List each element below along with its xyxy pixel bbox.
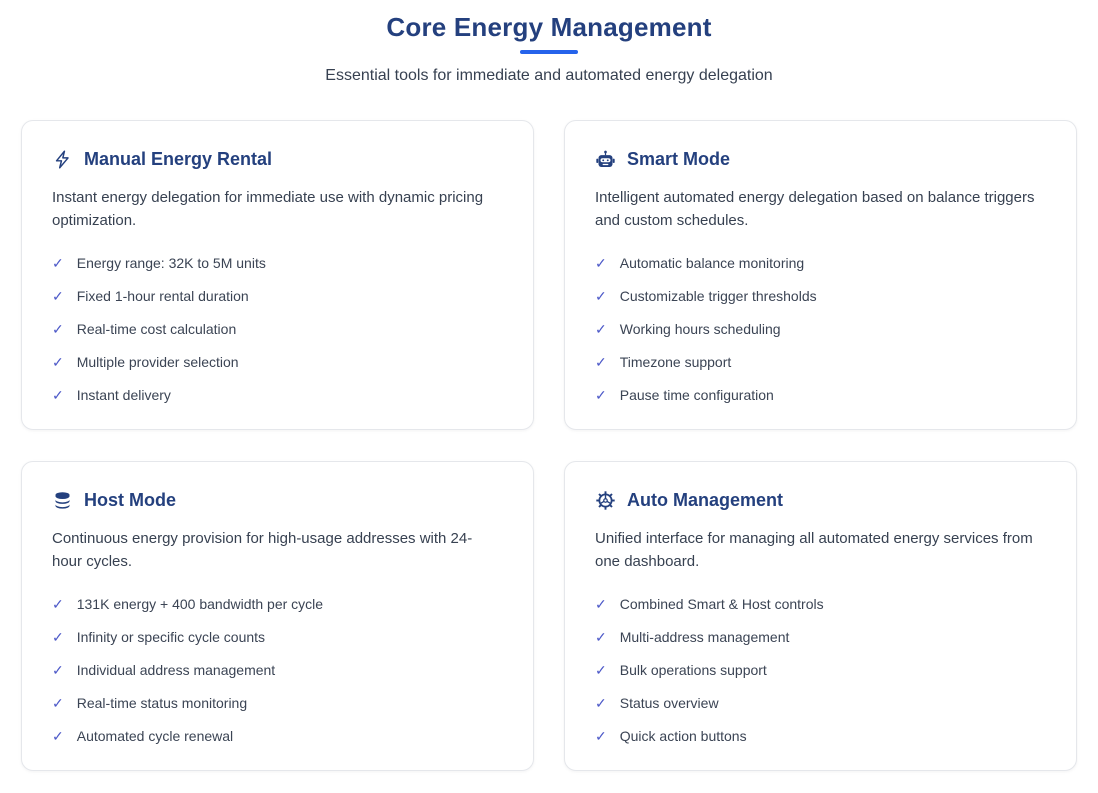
feature-text: Infinity or specific cycle counts: [76, 628, 266, 645]
zap-icon: [52, 149, 73, 170]
gear-icon: [595, 490, 616, 511]
card-host-mode: [21, 461, 534, 771]
feature-item: [595, 596, 1046, 612]
check-icon: ✓: [52, 320, 64, 337]
check-icon: ✓: [595, 320, 607, 337]
feature-item: [52, 354, 503, 370]
card-description: Continuous energy provision for high-usage addresses with 24-hour cycles.: [52, 530, 473, 571]
feature-text: Timezone support: [619, 353, 732, 370]
check-icon: ✓: [595, 595, 607, 612]
feature-text: Multiple provider selection: [76, 353, 239, 370]
feature-item: [595, 629, 1046, 645]
feature-text: Individual address management: [76, 661, 276, 678]
card-title: Manual Energy Rental: [84, 149, 273, 169]
feature-item: [52, 662, 503, 678]
feature-text: Automated cycle renewal: [76, 727, 234, 744]
feature-text: Real-time cost calculation: [76, 320, 237, 337]
title-underline-accent: [520, 50, 578, 54]
feature-text: Bulk operations support: [619, 661, 767, 678]
check-icon: ✓: [52, 694, 64, 711]
check-icon: ✓: [595, 694, 607, 711]
feature-text: 131K energy + 400 bandwidth per cycle: [76, 595, 324, 612]
feature-list: [595, 596, 1046, 744]
feature-text: Working hours scheduling: [619, 320, 781, 337]
feature-item: [595, 695, 1046, 711]
feature-text: Pause time configuration: [619, 386, 774, 403]
card-auto-management: [564, 461, 1077, 771]
check-icon: ✓: [595, 386, 607, 403]
check-icon: ✓: [52, 628, 64, 645]
page-title: Core Energy Management: [386, 12, 712, 42]
feature-list: [595, 255, 1046, 403]
card-smart-mode: [564, 120, 1077, 430]
feature-list: [52, 255, 503, 403]
feature-text: Status overview: [619, 694, 719, 711]
feature-item: [52, 387, 503, 403]
feature-text: Multi-address management: [619, 628, 790, 645]
check-icon: ✓: [52, 727, 64, 744]
feature-card-grid: [0, 120, 1098, 771]
feature-item: [595, 288, 1046, 304]
card-description: Instant energy delegation for immediate use with dynamic pricing optimization.: [52, 189, 484, 230]
robot-icon: [595, 149, 616, 170]
feature-text: Real-time status monitoring: [76, 694, 248, 711]
feature-item: [595, 387, 1046, 403]
feature-text: Fixed 1-hour rental duration: [76, 287, 249, 304]
feature-text: Automatic balance monitoring: [619, 254, 805, 271]
card-header: [52, 149, 503, 170]
check-icon: ✓: [52, 661, 64, 678]
check-icon: ✓: [595, 287, 607, 304]
card-header: [595, 490, 1046, 511]
card-header: [52, 490, 503, 511]
feature-item: [595, 255, 1046, 271]
feature-item: [595, 354, 1046, 370]
card-header: [595, 149, 1046, 170]
check-icon: ✓: [595, 254, 607, 271]
database-icon: [52, 490, 73, 511]
feature-text: Quick action buttons: [619, 727, 747, 744]
feature-item: [52, 255, 503, 271]
check-icon: ✓: [595, 353, 607, 370]
feature-item: [595, 662, 1046, 678]
feature-item: [52, 321, 503, 337]
section-header: [0, 12, 1098, 85]
feature-item: [52, 695, 503, 711]
card-description: Intelligent automated energy delegation based on balance triggers and custom schedules.: [595, 189, 1035, 230]
feature-list: [52, 596, 503, 744]
check-icon: ✓: [595, 628, 607, 645]
feature-item: [52, 629, 503, 645]
feature-item: [52, 288, 503, 304]
check-icon: ✓: [52, 287, 64, 304]
card-description: Unified interface for managing all automated energy services from one dashboard.: [595, 530, 1033, 571]
card-title: Smart Mode: [627, 149, 731, 169]
feature-item: [52, 728, 503, 744]
card-title: Host Mode: [84, 490, 176, 510]
feature-item: [595, 728, 1046, 744]
page-subtitle: Essential tools for immediate and automated energy delegation: [325, 67, 773, 84]
feature-text: Combined Smart & Host controls: [619, 595, 824, 612]
feature-item: [595, 321, 1046, 337]
check-icon: ✓: [52, 595, 64, 612]
check-icon: ✓: [52, 353, 64, 370]
check-icon: ✓: [595, 661, 607, 678]
feature-item: [52, 596, 503, 612]
feature-text: Energy range: 32K to 5M units: [76, 254, 266, 271]
feature-text: Customizable trigger thresholds: [619, 287, 817, 304]
check-icon: ✓: [52, 386, 64, 403]
card-manual-energy-rental: [21, 120, 534, 430]
feature-text: Instant delivery: [76, 386, 171, 403]
check-icon: ✓: [52, 254, 64, 271]
check-icon: ✓: [595, 727, 607, 744]
card-title: Auto Management: [627, 490, 784, 510]
